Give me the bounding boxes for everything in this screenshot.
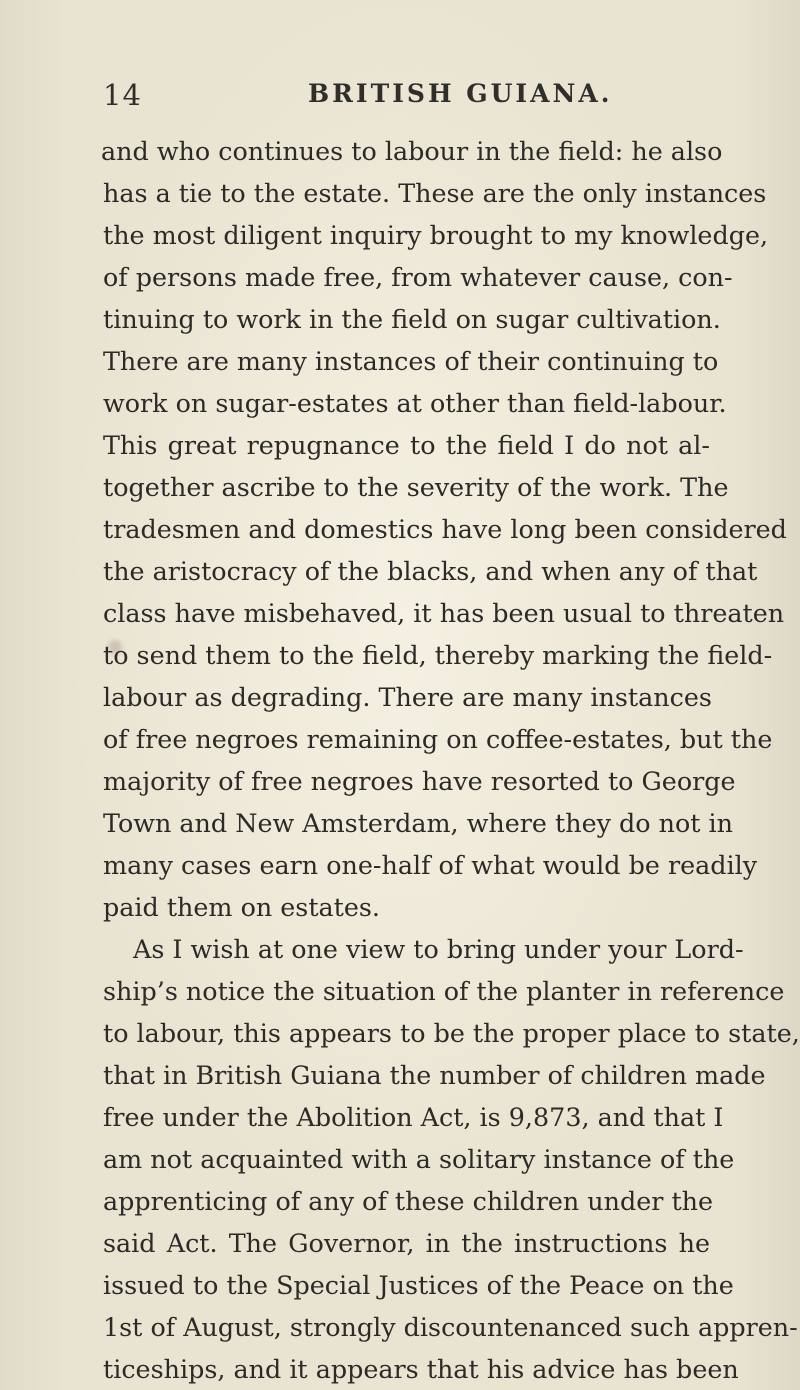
body-text (101, 130, 800, 1390)
text-line: the aristocracy of the blacks, and when any of that (103, 556, 758, 586)
text-line: There are many instances of their continuing to (103, 346, 719, 376)
text-line: of free negroes remaining on coffee-estates, but the (103, 724, 773, 754)
text-line: This great repugnance to the field I do not al- (103, 430, 710, 460)
text-line: ship’s notice the situation of the planter in reference (103, 976, 785, 1006)
text-line: that in British Guiana the number of children made (103, 1060, 766, 1090)
text-line: am not acquainted with a solitary instance of the (103, 1144, 735, 1174)
text-line: class have misbehaved, it has been usual to threaten (103, 598, 785, 628)
text-line: to labour, this appears to be the proper place to state, (103, 1018, 800, 1048)
text-line: majority of free negroes have resorted to George (103, 766, 736, 796)
text-line: work on sugar-estates at other than field-labour. (103, 388, 727, 418)
text-line: together ascribe to the severity of the work. The (103, 472, 729, 502)
text-line: issued to the Special Justices of the Peace on the (103, 1270, 734, 1300)
text-line: tinuing to work in the field on sugar cultivation. (103, 304, 721, 334)
text-line: tradesmen and domestics have long been considered (103, 514, 787, 544)
text-line: said Act. The Governor, in the instructions he (103, 1228, 710, 1258)
page-header (103, 78, 723, 118)
text-line: free under the Abolition Act, is 9,873, and that I (103, 1102, 724, 1132)
text-line: the most diligent inquiry brought to my knowledge, (103, 220, 769, 250)
paragraph-2 (103, 928, 800, 1390)
text-line: As I wish at one view to bring under your Lord- (133, 934, 744, 964)
text-line: of persons made free, from whatever cause, con- (103, 262, 733, 292)
text-line: ticeships, and it appears that his advice has been (103, 1354, 739, 1384)
text-line: to send them to the field, thereby marking the field- (103, 640, 773, 670)
paragraph-1 (101, 130, 787, 928)
page-number: 14 (103, 78, 142, 112)
text-line: Town and New Amsterdam, where they do not in (103, 808, 734, 838)
text-line: labour as degrading. There are many instances (103, 682, 712, 712)
text-line: has a tie to the estate. These are the only instances (103, 178, 767, 208)
text-line: paid them on estates. (103, 892, 381, 922)
text-line: apprenticing of any of these children under the (103, 1186, 714, 1216)
text-line: many cases earn one-half of what would be readily (103, 850, 758, 880)
text-line: and who continues to labour in the field: he also (101, 136, 723, 166)
running-title: BRITISH GUIANA. (308, 79, 613, 108)
text-line: 1st of August, strongly discountenanced such appren- (103, 1312, 798, 1342)
